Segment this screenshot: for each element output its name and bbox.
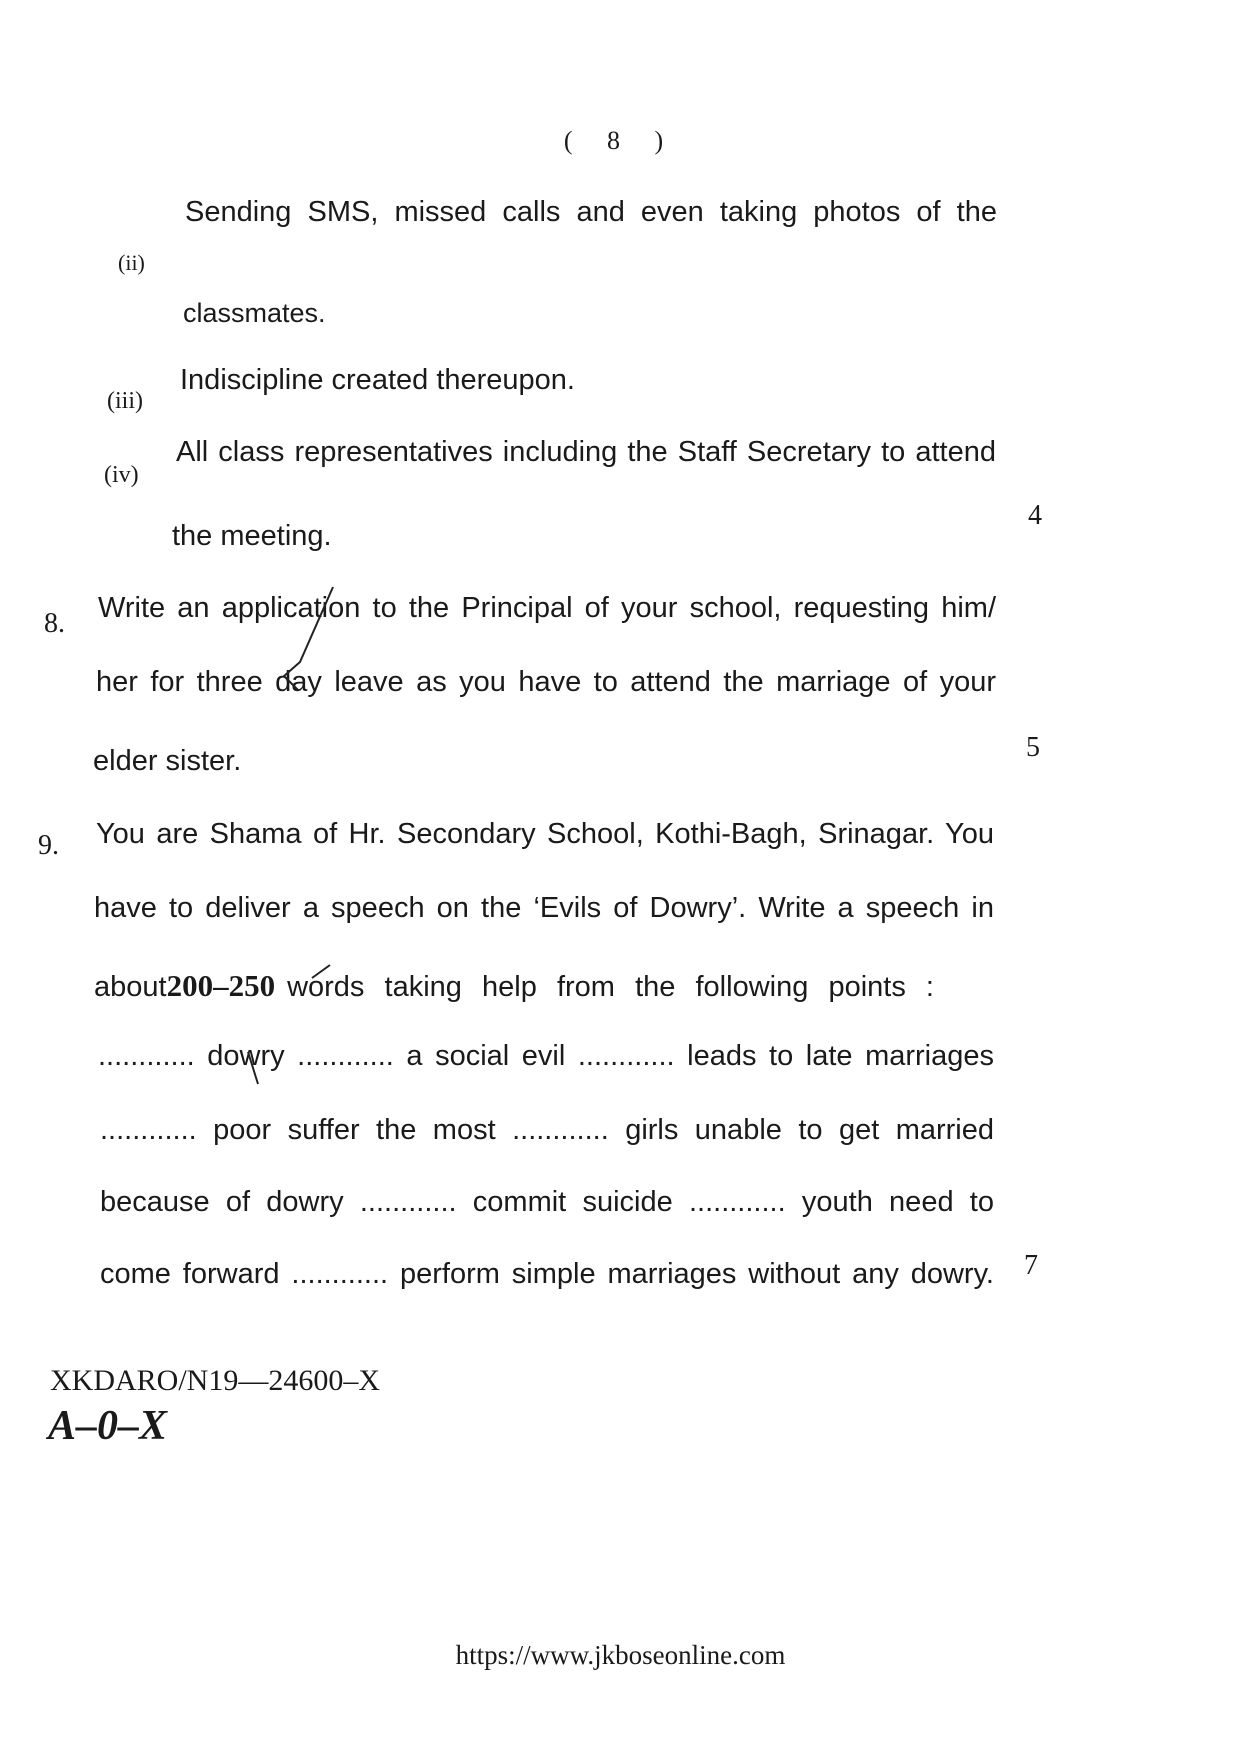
q9-point-line3: because of dowry ............ commit suicide ............ youth need to: [100, 1186, 994, 1218]
q9-line1: You are Shama of Hr. Secondary School, Kothi-Bagh, Srinagar. You: [96, 818, 994, 850]
pen-stroke-q8: [284, 587, 333, 690]
paper-set: A–0–X: [48, 1403, 168, 1449]
q9-point-line1: ............ dowry ............ a social evil ............ leads to late marriages: [98, 1040, 994, 1072]
q9-marks: 7: [1024, 1250, 1038, 1281]
q8-line2: her for three day leave as you have to attend the marriage of your: [96, 666, 996, 698]
q9-line3-pre: about: [94, 971, 167, 1003]
item-iv-line1: All class representatives including the Staff Secretary to attend: [176, 436, 996, 468]
q8-marks: 5: [1026, 732, 1040, 763]
q9-number: 9.: [38, 830, 59, 861]
q9-line3-post: words taking help from the following points :: [287, 971, 934, 1003]
item-iv-line2: the meeting.: [172, 520, 332, 552]
item-ii-line1: Sending SMS, missed calls and even taking photos of the: [185, 196, 997, 228]
item-iv-marks: 4: [1028, 500, 1042, 531]
paper-code: XKDARO/N19—24600–X: [50, 1364, 380, 1397]
q9-word-limit: 200–250: [166, 968, 276, 1003]
source-url: https://www.jkboseonline.com: [455, 1640, 786, 1670]
q8-line1: Write an application to the Principal of your school, requesting him/: [98, 592, 996, 624]
q8-number: 8.: [44, 608, 65, 639]
item-iii-text: Indiscipline created thereupon.: [180, 364, 575, 396]
q9-line2: have to deliver a speech on the ‘Evils of Dowry’. Write a speech in: [94, 892, 994, 924]
item-ii-line2: classmates.: [183, 298, 326, 328]
q9-point-line2: ............ poor suffer the most ............ girls unable to get married: [100, 1114, 994, 1146]
item-iv-label: (iv): [104, 462, 139, 488]
q8-line3: elder sister.: [93, 745, 242, 777]
item-iii-label: (iii): [107, 388, 143, 414]
pen-stroke-words: [312, 965, 330, 978]
page-number: ( 8 ): [563, 126, 678, 155]
item-ii-label: (ii): [118, 250, 145, 275]
q9-point-line4: come forward ............ perform simple marriages without any dowry.: [100, 1258, 994, 1290]
pen-stroke-dowry: [248, 1052, 258, 1084]
